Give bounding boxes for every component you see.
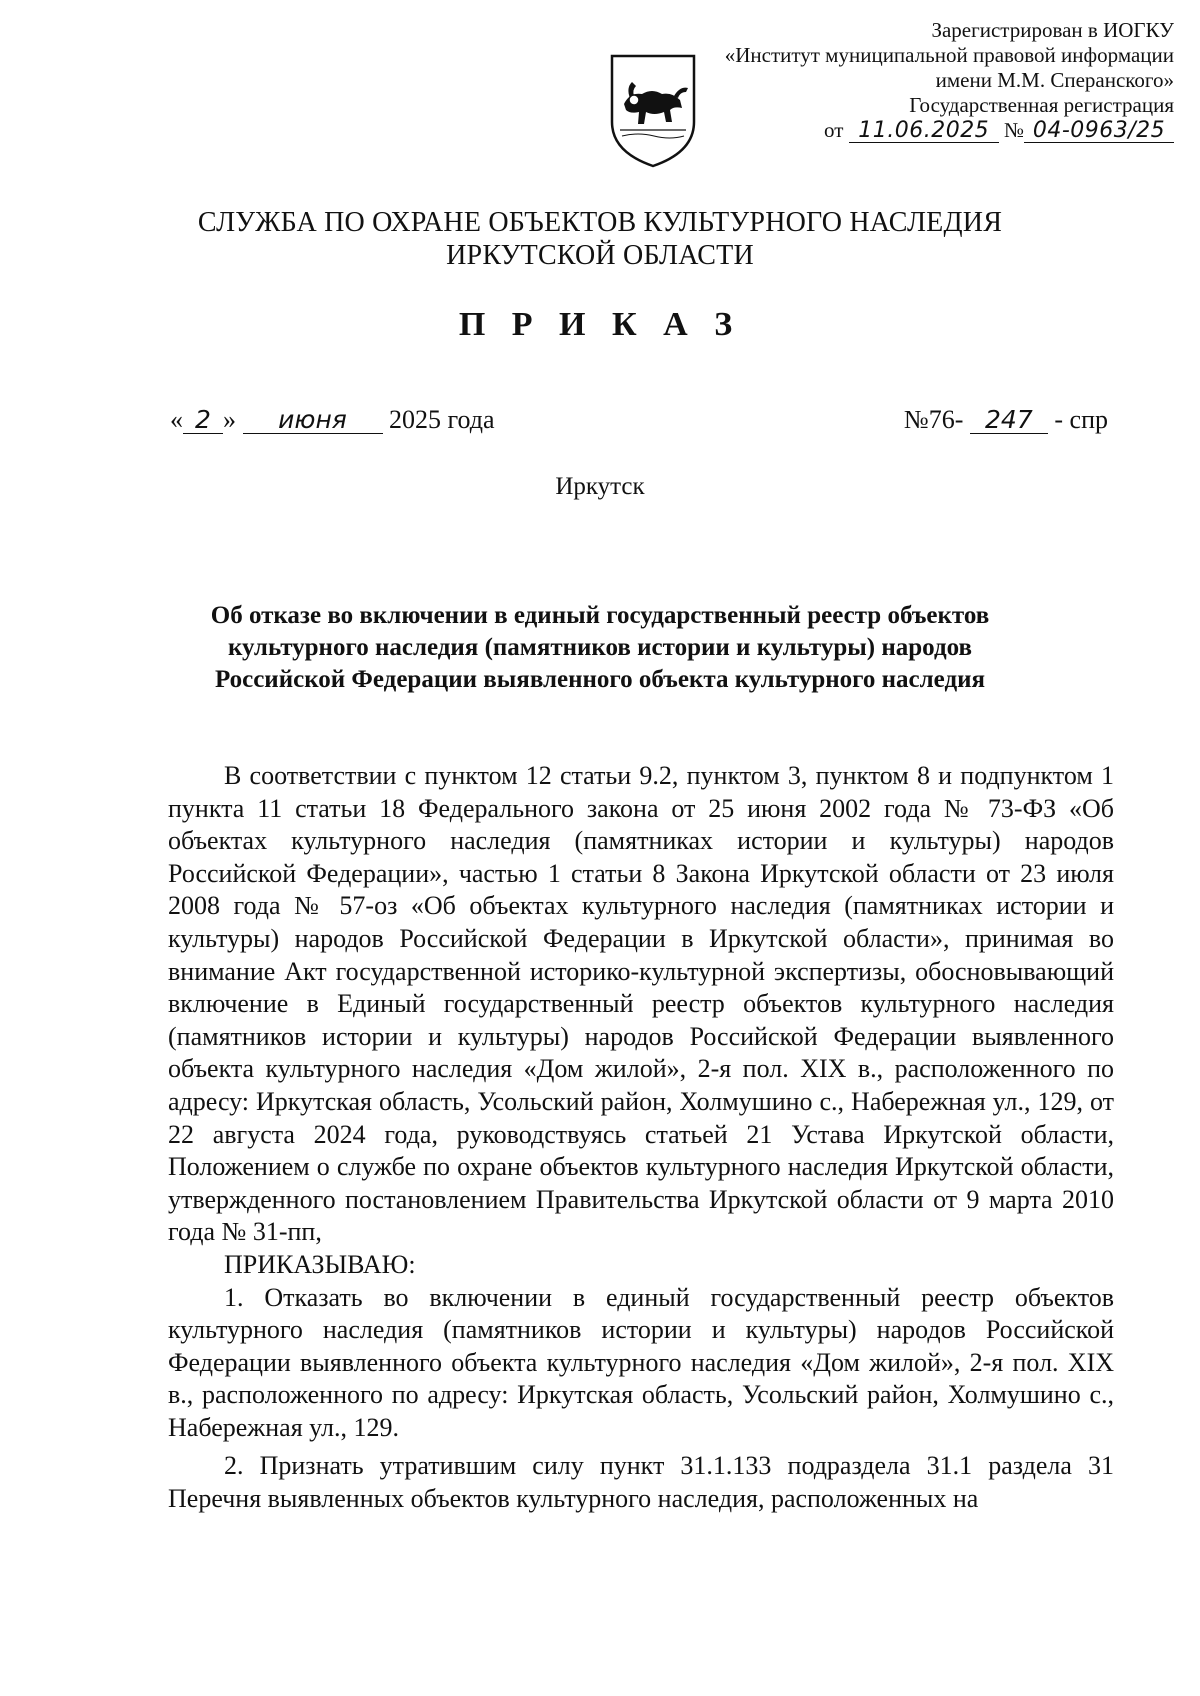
order-year: 2025 года xyxy=(389,405,495,434)
registration-stamp xyxy=(654,18,1174,143)
registration-date-value: 11.06.2025 xyxy=(849,120,999,143)
preamble-paragraph: В соответствии с пунктом 12 статьи 9.2, пунктом 3, пунктом 8 и подпунктом 1 пункта 11 статьи 18 Федерального закона от 25 июня 2002 года № 73-ФЗ «Об объектах культурного наследия (памятниках истории и культуры) народов Российской Федерации», частью 1 статьи 8 Закона Иркутской области от 23 июля 2008 года № 57-оз «Об объектах культурного наследия (памятниках истории и культуры) народов Российской Федерации в Иркутской области», принимая во внимание Акт государственной историко-культурной экспертизы, обосновывающий включение в Единый государственный реестр объектов культурного наследия (памятников истории и культуры) народов Российской Федерации выявленного объекта культурного наследия «Дом жилой», 2-я пол. XIX в., расположенного по адресу: Иркутская область, Усольский район, Холмушино с., Набережная ул., 129, от 22 августа 2024 года, руководствуясь статьей 21 Устава Иркутской области, Положением о службе по охране объектов культурного наследия Иркутской области, утвержденного постановлением Правительства Иркутской области от 9 марта 2010 года № 31-пп, xyxy=(168,761,1114,1247)
order-item-1: 1. Отказать во включении в единый государственный реестр объектов культурного наследия (памятников истории и культуры) народов Российской Федерации выявленного объекта культурного наследия «Дом жилой», 2-я пол. XIX в., расположенного по адресу: Иркутская область, Усольский район, Холмушино с., Набережная ул., 129. xyxy=(168,1282,1114,1442)
order-month: июня xyxy=(243,407,383,434)
order-number-suffix: - спр xyxy=(1054,405,1108,434)
order-city: Иркутск xyxy=(555,473,645,500)
organization-name xyxy=(0,206,1200,272)
order-day: 2 xyxy=(183,407,223,434)
organization-line-1: СЛУЖБА ПО ОХРАНЕ ОБЪЕКТОВ КУЛЬТУРНОГО НАСЛЕДИЯ xyxy=(197,207,1003,238)
order-number-prefix: №76- xyxy=(903,405,964,434)
date-quote-close: » xyxy=(223,405,236,434)
registration-line-4: Государственная регистрация xyxy=(909,93,1174,117)
registration-date-prefix: от xyxy=(824,118,844,142)
irkutsk-coat-of-arms-icon xyxy=(608,52,698,170)
registration-number-prefix: № xyxy=(1003,118,1024,142)
order-subject xyxy=(150,600,1050,696)
order-date xyxy=(170,405,495,435)
subject-line-2: культурного наследия (памятников истории и культуры) народов xyxy=(227,634,972,661)
registration-number-value: 04-0963/25 xyxy=(1024,120,1174,143)
command-word: ПРИКАЗЫВАЮ: xyxy=(224,1249,416,1279)
registration-line-1: Зарегистрирован в ИОГКУ xyxy=(931,18,1174,42)
registration-line-3: имени М.М. Сперанского» xyxy=(935,68,1174,92)
registration-date-line xyxy=(654,118,1174,143)
emblem-svg xyxy=(608,52,698,170)
order-item-2: 2. Признать утратившим силу пункт 31.1.133 подраздела 31.1 раздела 31 Перечня выявленных объектов культурного наследия, расположенных на xyxy=(168,1451,1114,1514)
subject-line-3: Российской Федерации выявленного объекта культурного наследия xyxy=(214,666,986,693)
document-type-title: П Р И К А З xyxy=(458,306,742,343)
registration-line-2: «Институт муниципальной правовой информации xyxy=(724,43,1174,67)
subject-line-1: Об отказе во включении в единый государственный реестр объектов xyxy=(210,602,990,629)
date-quote-open: « xyxy=(170,405,183,434)
organization-line-2: ИРКУТСКОЙ ОБЛАСТИ xyxy=(446,240,754,271)
order-number xyxy=(904,405,1108,435)
order-body xyxy=(168,760,1114,1516)
order-number-value: 247 xyxy=(970,407,1048,434)
